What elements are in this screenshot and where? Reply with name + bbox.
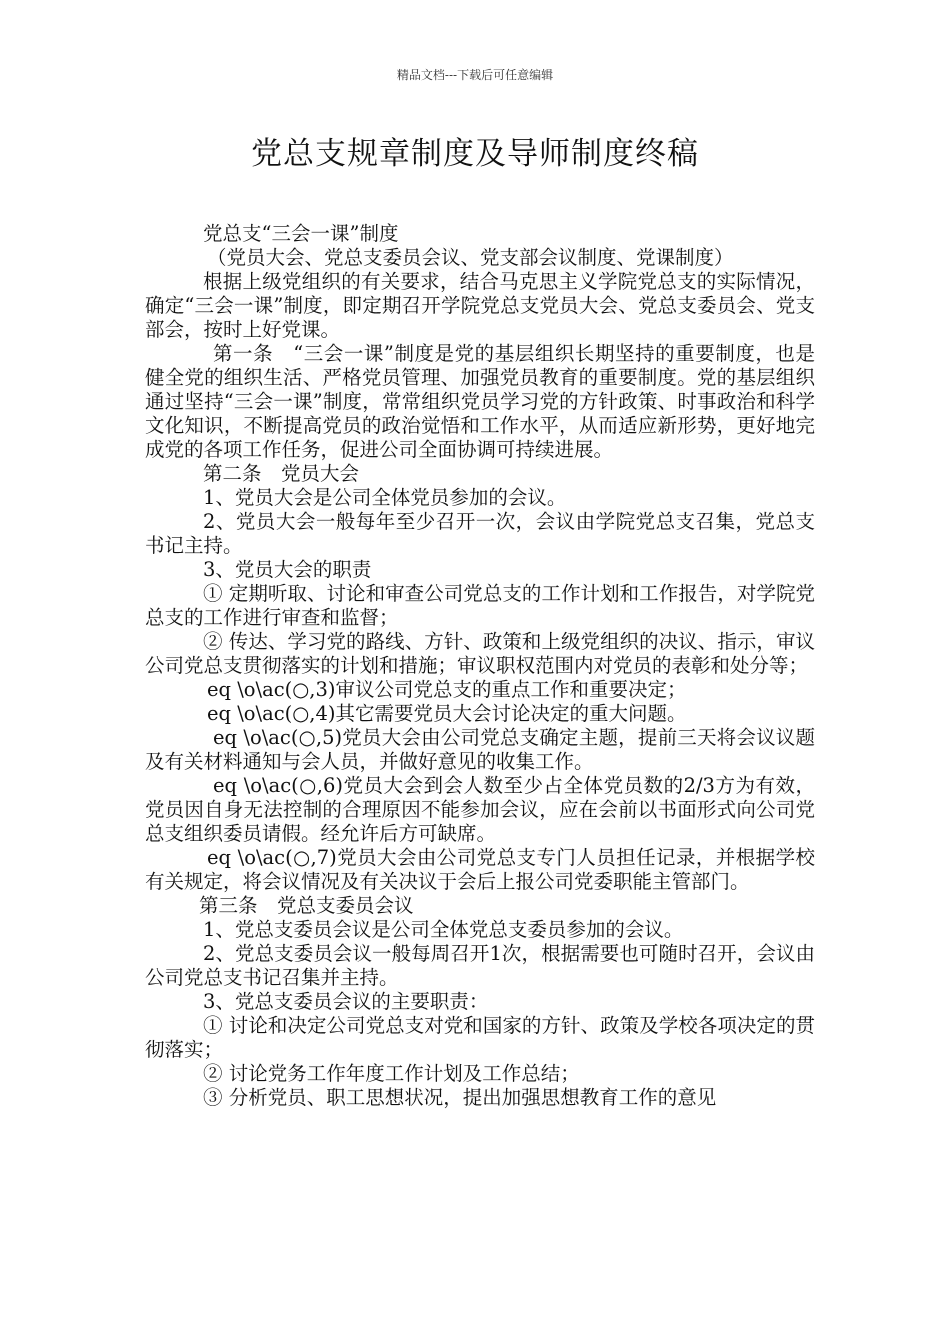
paragraph-8: 3、党员大会的职责	[203, 558, 372, 581]
paragraph-9: ① 定期听取、讨论和审查公司党总支的工作计划和工作报告，对学院党总支的工作进行审查和监督；	[145, 582, 815, 629]
paragraph-4: 第一条 “三会一课”制度是党的基层组织长期坚持的重要制度，也是健全党的组织生活、严格党员管理、加强党员教育的重要制度。党的基层组织通过坚持“三会一课”制度，常常组织党员学习党的方针政策、时事政治和科学文化知识，不断提高党员的政治觉悟和工作水平，从而适应新形势，更好地完成党的各项工作任务，促进公司全面协调可持续进展。	[145, 342, 815, 461]
paragraph-13: eq \o\ac(○,5)党员大会由公司党总支确定主题，提前三天将会议议题及有关材料通知与会人员，并做好意见的收集工作。	[145, 726, 815, 773]
paragraph-6: 1、党员大会是公司全体党员参加的会议。	[203, 486, 567, 509]
paragraph-19: 3、党总支委员会议的主要职责：	[203, 990, 489, 1013]
paragraph-20: ① 讨论和决定公司党总支对党和国家的方针、政策及学校各项决定的贯彻落实；	[145, 1014, 815, 1061]
paragraph-12: eq \o\ac(○,4)其它需要党员大会讨论决定的重大问题。	[207, 702, 687, 725]
page-header: 精品文档---下载后可任意编辑	[396, 68, 554, 82]
paragraph-15: eq \o\ac(○,7)党员大会由公司党总支专门人员担任记录，并根据学校有关规定，将会议情况及有关决议于会后上报公司党委职能主管部门。	[145, 846, 815, 893]
paragraph-18: 2、党总支委员会议一般每周召开1次，根据需要也可随时召开，会议由公司党总支书记召集并主持。	[145, 942, 815, 989]
paragraph-10: ② 传达、学习党的路线、方针、政策和上级党组织的决议、指示，审议公司党总支贯彻落实的计划和措施；审议职权范围内对党员的表彰和处分等；	[145, 630, 815, 677]
paragraph-14: eq \o\ac(○,6)党员大会到会人数至少占全体党员数的2/3方为有效，党员因自身无法控制的合理原因不能参加会议，应在会前以书面形式向公司党总支组织委员请假。经允许后方可缺席。	[145, 774, 815, 845]
paragraph-1: 党总支“三会一课”制度	[203, 222, 399, 245]
paragraph-7: 2、党员大会一般每年至少召开一次，会议由学院党总支召集，党总支书记主持。	[145, 510, 815, 557]
paragraph-21: ② 讨论党务工作年度工作计划及工作总结；	[203, 1062, 580, 1085]
paragraph-2: （党员大会、党总支委员会议、党支部会议制度、党课制度）	[207, 246, 734, 269]
paragraph-3: 根据上级党组织的有关要求，结合马克思主义学院党总支的实际情况，确定“三会一课”制度，即定期召开学院党总支党员大会、党总支委员会、党支部会，按时上好党课。	[145, 270, 815, 341]
paragraph-22: ③ 分析党员、职工思想状况，提出加强思想教育工作的意见	[203, 1086, 717, 1109]
paragraph-5: 第二条 党员大会	[203, 462, 360, 485]
document-title: 党总支规章制度及导师制度终稿	[251, 136, 699, 172]
paragraph-17: 1、党总支委员会议是公司全体党总支委员参加的会议。	[203, 918, 684, 941]
paragraph-11: eq \o\ac(○,3)审议公司党总支的重点工作和重要决定；	[207, 678, 687, 701]
paragraph-16: 第三条 党总支委员会议	[199, 894, 414, 917]
document-body	[145, 222, 815, 1110]
